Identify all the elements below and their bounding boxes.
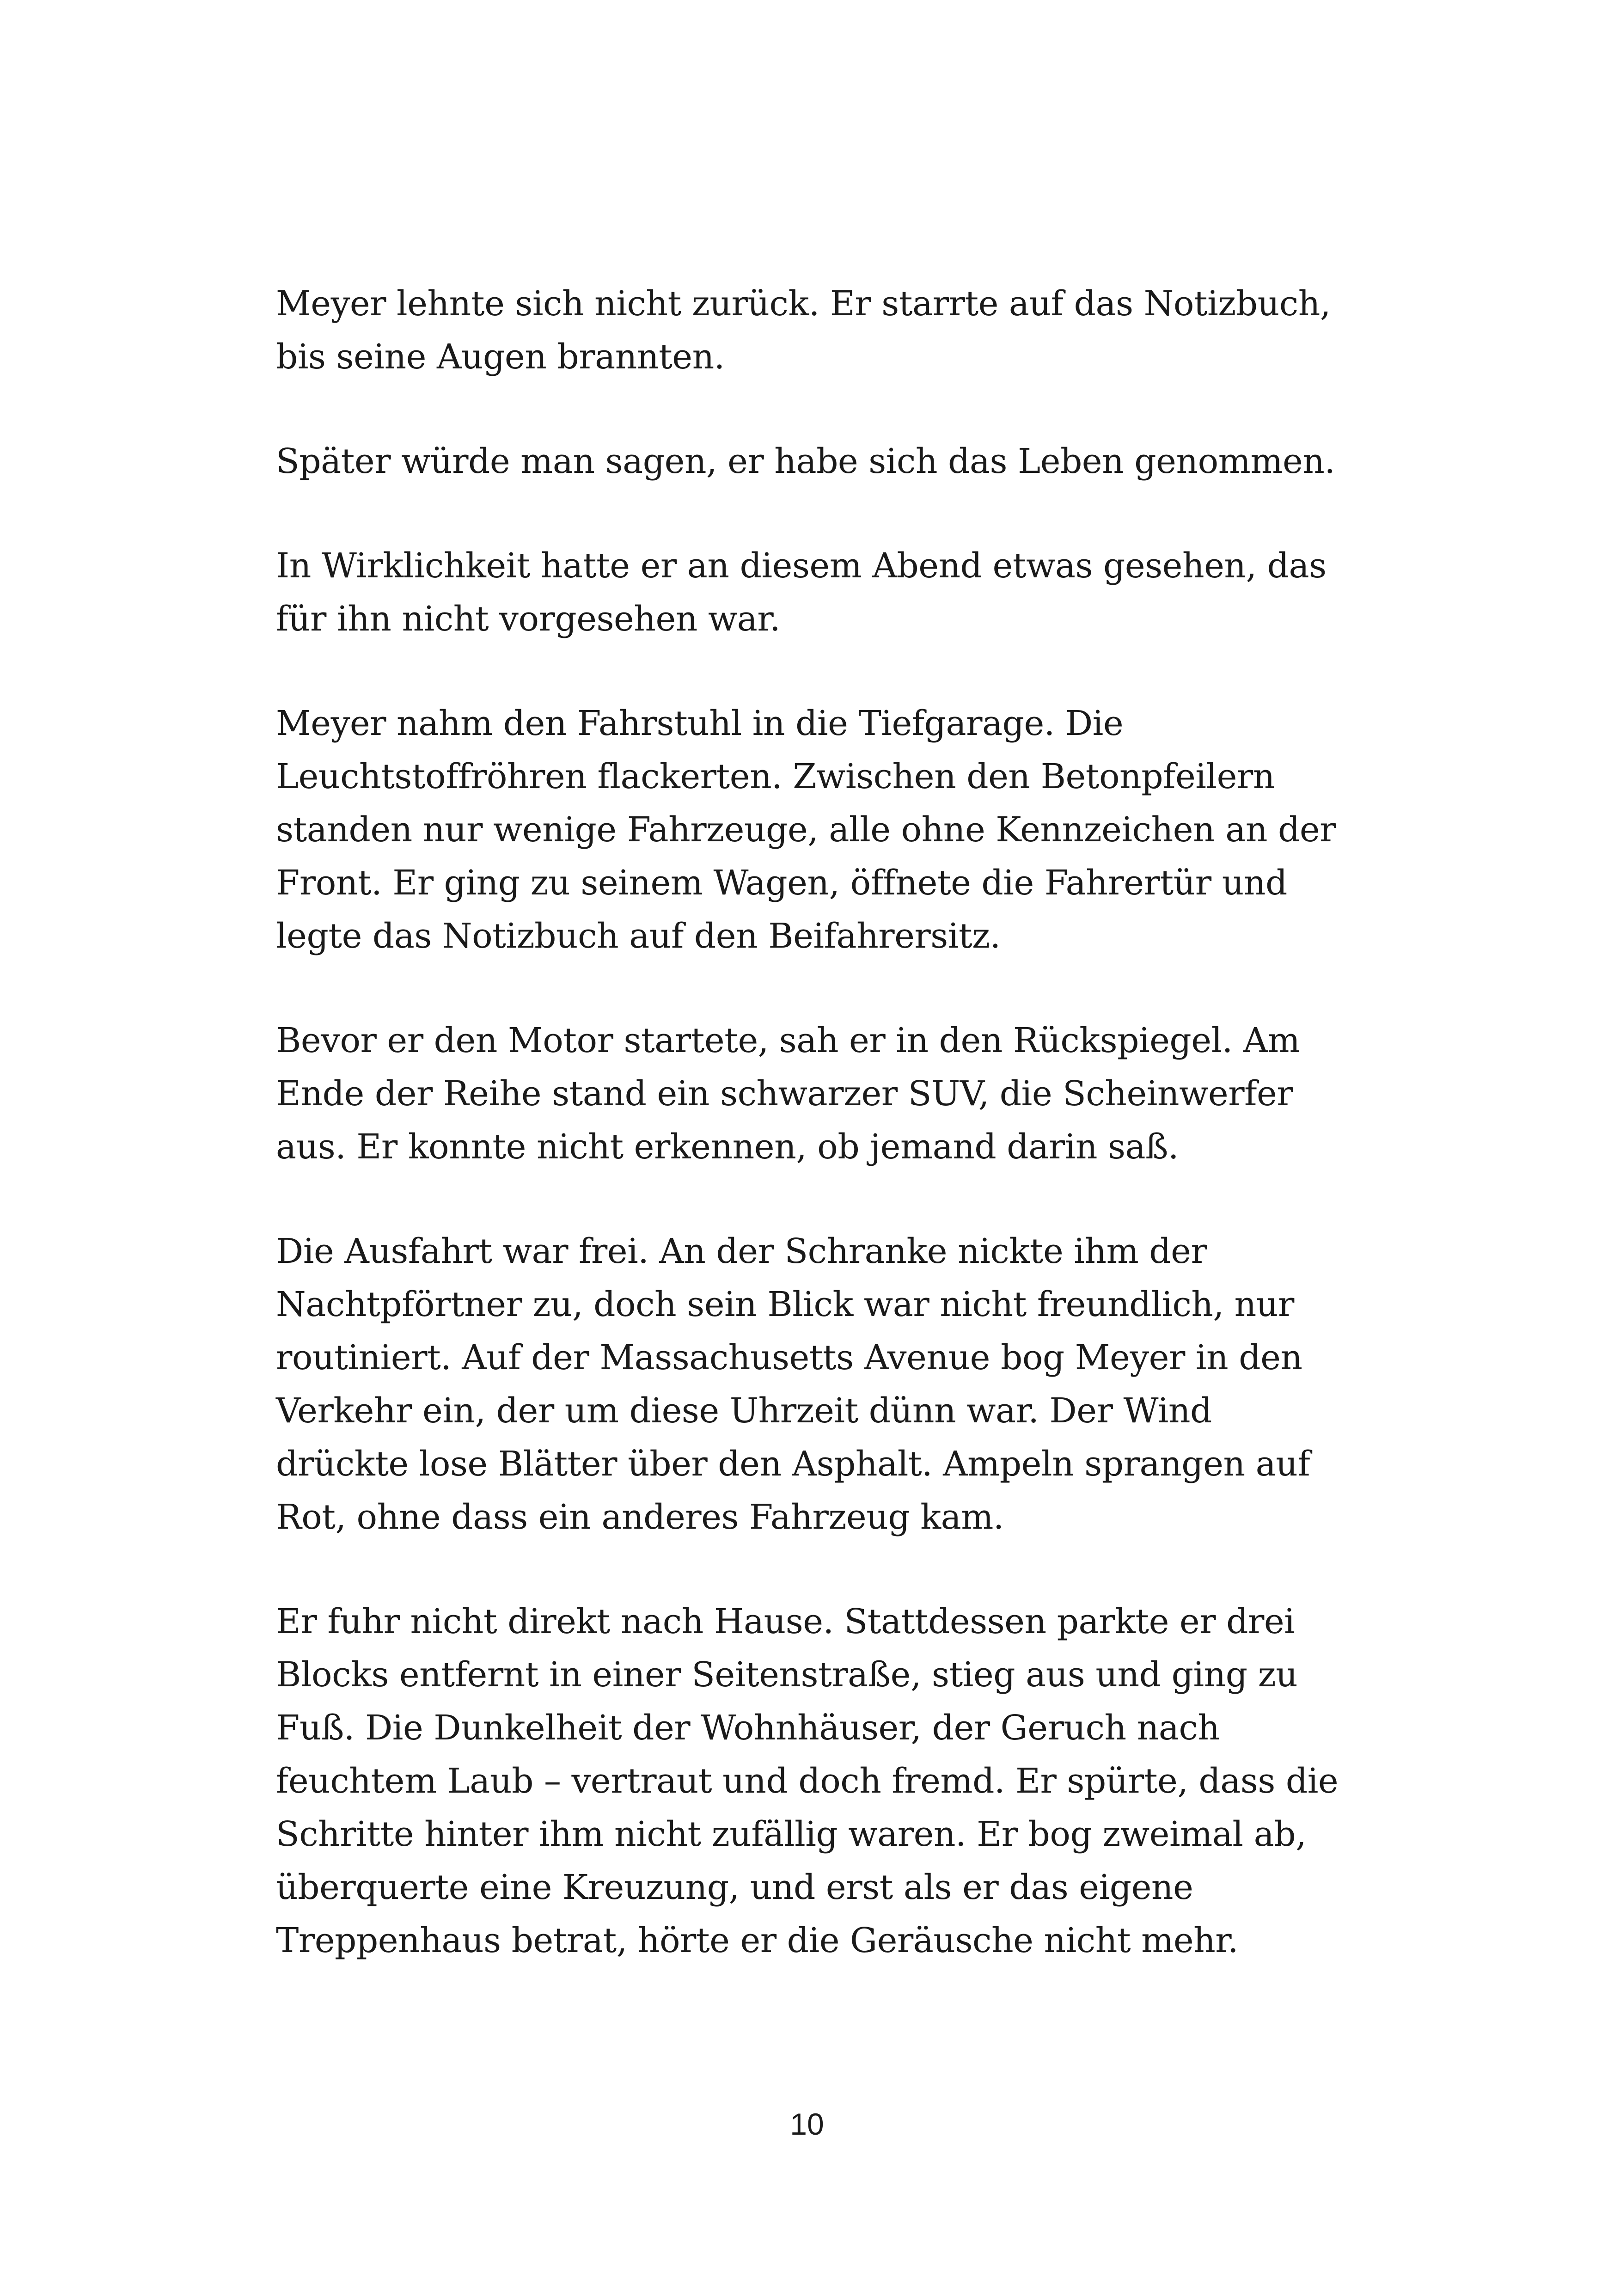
text-line: überquerte eine Kreuzung, und erst als er das eigene: [276, 1867, 1193, 1907]
text-line: Er fuhr nicht direkt nach Hause. Stattdessen parkte er drei: [276, 1602, 1295, 1641]
text-line: aus. Er konnte nicht erkennen, ob jemand darin saß.: [276, 1127, 1179, 1167]
text-line: In Wirklichkeit hatte er an diesem Abend etwas gesehen, das: [276, 546, 1327, 586]
text-line: Bevor er den Motor startete, sah er in den Rückspiegel. Am: [276, 1021, 1300, 1060]
paragraph-6: [276, 1225, 1362, 1544]
paragraph-5: [276, 1014, 1362, 1174]
text-line: legte das Notizbuch auf den Beifahrersitz.: [276, 916, 1001, 956]
text-line: Die Ausfahrt war frei. An der Schranke nickte ihm der: [276, 1231, 1207, 1271]
text-line: Treppenhaus betrat, hörte er die Geräusche nicht mehr.: [276, 1921, 1239, 1960]
paragraph-2: [276, 435, 1362, 488]
text-line: Fuß. Die Dunkelheit der Wohnhäuser, der Geruch nach: [276, 1708, 1220, 1748]
text-line: Nachtpförtner zu, doch sein Blick war nicht freundlich, nur: [276, 1285, 1294, 1324]
paragraph-3: [276, 539, 1362, 646]
text-line: Front. Er ging zu seinem Wagen, öffnete die Fahrertür und: [276, 863, 1287, 903]
text-line: Rot, ohne dass ein anderes Fahrzeug kam.: [276, 1497, 1004, 1537]
text-line: Meyer lehnte sich nicht zurück. Er starrte auf das Notizbuch,: [276, 284, 1331, 324]
paragraph-7: [276, 1595, 1362, 1967]
text-line: Schritte hinter ihm nicht zufällig waren. Er bog zweimal ab,: [276, 1814, 1307, 1854]
text-line: Später würde man sagen, er habe sich das Leben genommen.: [276, 441, 1335, 481]
text-line: Leuchtstoffröhren flackerten. Zwischen den Betonpfeilern: [276, 757, 1275, 796]
text-line: drückte lose Blätter über den Asphalt. Ampeln sprangen auf: [276, 1444, 1310, 1484]
text-line: feuchtem Laub – vertraut und doch fremd. Er spürte, dass die: [276, 1761, 1339, 1801]
text-line: Meyer nahm den Fahrstuhl in die Tiefgarage. Die: [276, 704, 1124, 743]
text-line: Blocks entfernt in einer Seitenstraße, stieg aus und ging zu: [276, 1655, 1298, 1695]
text-line: standen nur wenige Fahrzeuge, alle ohne Kennzeichen an der: [276, 810, 1336, 850]
text-line: für ihn nicht vorgesehen war.: [276, 599, 781, 639]
body-text: [276, 277, 1362, 1967]
text-line: bis seine Augen brannten.: [276, 337, 725, 377]
text-line: Ende der Reihe stand ein schwarzer SUV, die Scheinwerfer: [276, 1074, 1293, 1114]
page-number: 10: [790, 2107, 824, 2141]
text-line: Verkehr ein, der um diese Uhrzeit dünn war. Der Wind: [276, 1391, 1212, 1431]
text-line: routiniert. Auf der Massachusetts Avenue bog Meyer in den: [276, 1338, 1302, 1378]
paragraph-1: [276, 277, 1362, 384]
paragraph-4: [276, 697, 1362, 963]
